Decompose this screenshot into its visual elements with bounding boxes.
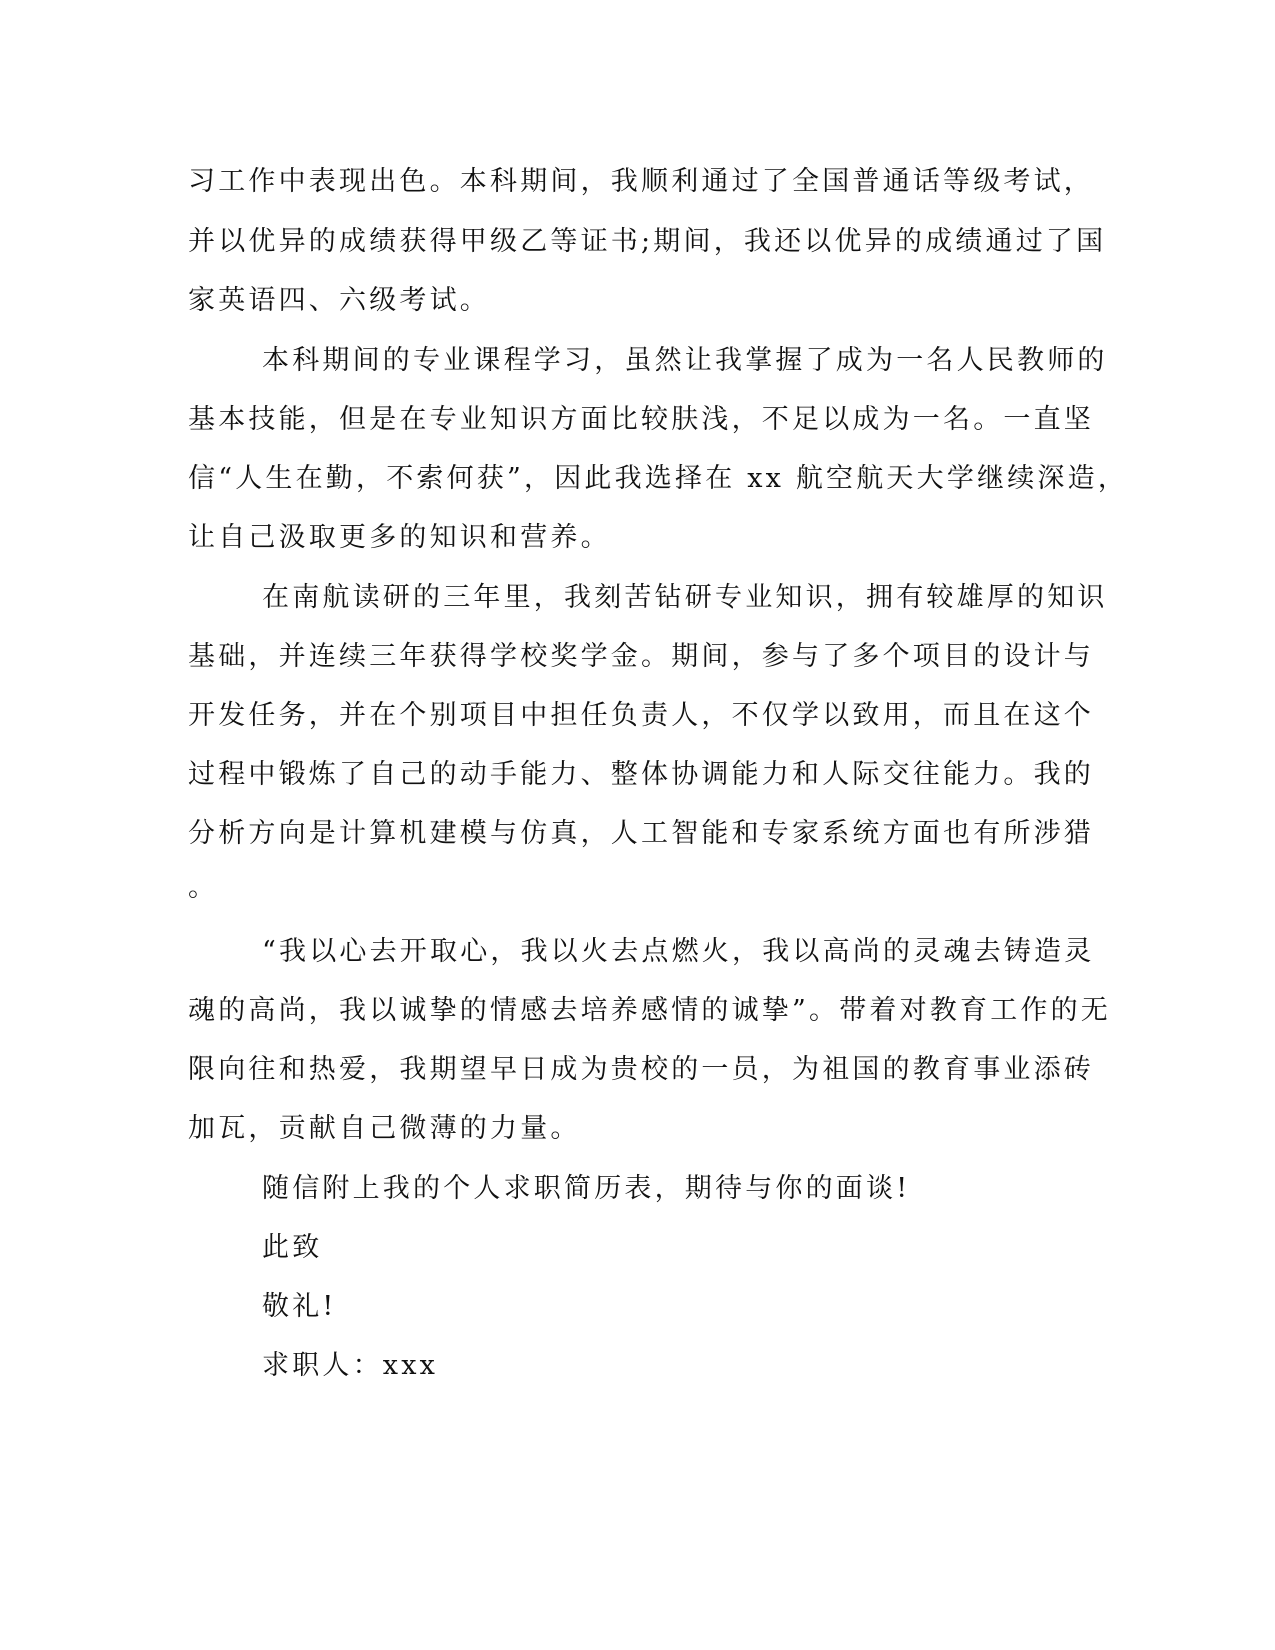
paragraph-line: 基本技能，但是在专业知识方面比较肤浅，不足以成为一名。一直坚 xyxy=(188,404,1094,435)
paragraph-line: 并以优异的成绩获得甲级乙等证书;期间，我还以优异的成绩通过了国 xyxy=(188,226,1107,257)
signature-line: 求职人：xxx xyxy=(262,1350,439,1381)
paragraph-line: 家英语四、六级考试。 xyxy=(188,285,490,316)
paragraph-line: 让自己汲取更多的知识和营养。 xyxy=(188,522,611,553)
paragraph-line: 加瓦，贡献自己微薄的力量。 xyxy=(188,1113,581,1144)
paragraph-line: 本科期间的专业课程学习，虽然让我掌握了成为一名人民教师的 xyxy=(262,345,1108,376)
paragraph-line: 开发任务，并在个别项目中担任负责人，不仅学以致用，而且在这个 xyxy=(188,700,1094,731)
paragraph-line: 在南航读研的三年里，我刻苦钻研专业知识，拥有较雄厚的知识 xyxy=(262,582,1108,613)
paragraph-line: 魂的高尚，我以诚挚的情感去培养感情的诚挚”。带着对教育工作的无 xyxy=(188,995,1112,1026)
paragraph-line: 分析方向是计算机建模与仿真，人工智能和专家系统方面也有所涉猎 xyxy=(188,818,1094,849)
paragraph-line: 习工作中表现出色。本科期间，我顺利通过了全国普通话等级考试， xyxy=(188,166,1094,197)
closing-line: 随信附上我的个人求职简历表，期待与你的面谈! xyxy=(262,1173,911,1204)
paragraph-line: 过程中锻炼了自己的动手能力、整体协调能力和人际交往能力。我的 xyxy=(188,759,1094,790)
paragraph-line: 信“人生在勤，不索何获”，因此我选择在 xx 航空航天大学继续深造， xyxy=(188,463,1129,494)
salutation-line: 此致 xyxy=(262,1232,323,1263)
paragraph-line: 限向往和热爱，我期望早日成为贵校的一员，为祖国的教育事业添砖 xyxy=(188,1054,1094,1085)
paragraph-line: 基础，并连续三年获得学校奖学金。期间，参与了多个项目的设计与 xyxy=(188,641,1094,672)
paragraph-line: “我以心去开取心，我以火去点燃火，我以高尚的灵魂去铸造灵 xyxy=(262,936,1095,967)
paragraph-line: 。 xyxy=(188,872,219,903)
regards-line: 敬礼! xyxy=(262,1291,337,1322)
